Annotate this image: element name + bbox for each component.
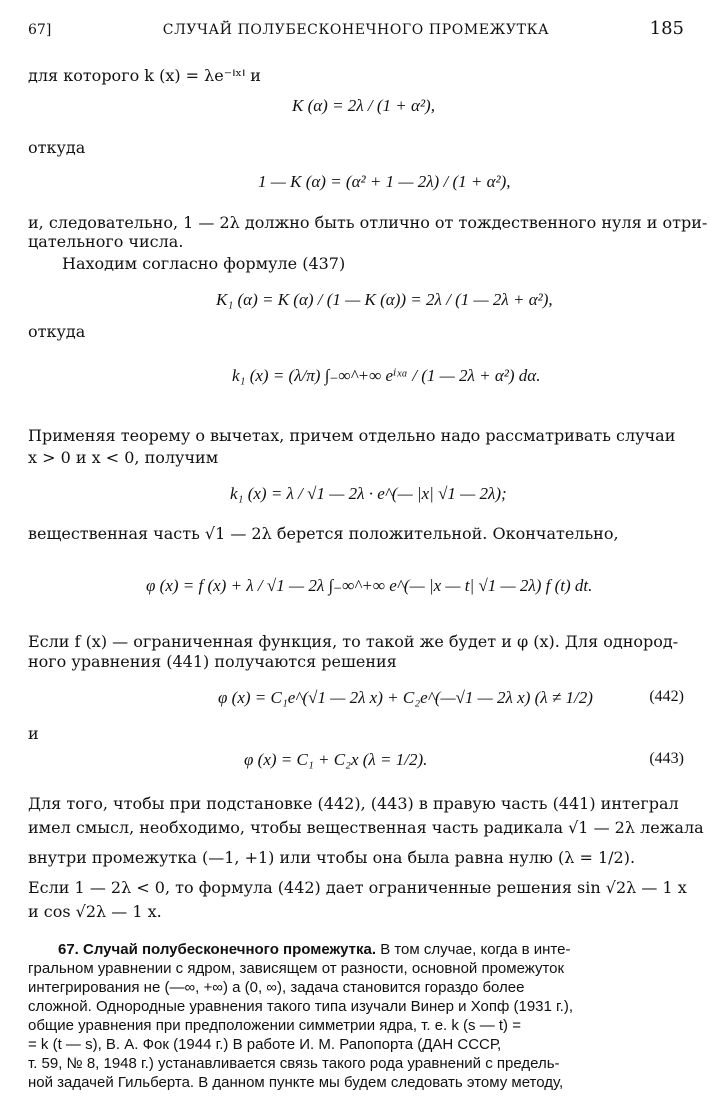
running-title: СЛУЧАЙ ПОЛУБЕСКОНЕЧНОГО ПРОМЕЖУТКА: [162, 22, 550, 38]
page-number: 185: [649, 18, 684, 39]
text-line: Находим согласно формуле (437): [62, 254, 346, 273]
text-line: Если 1 — 2λ < 0, то формула (442) дает ограниченные решения sin √2λ — 1 x: [28, 878, 687, 897]
text-line: Для того, чтобы при подстановке (442), (443) в правую часть (441) интеграл: [28, 794, 679, 813]
formula-k1-result: k₁ (x) = λ / √1 — 2λ · e^(— |x| √1 — 2λ);: [230, 484, 507, 503]
section-heading: 67. Случай полубесконечного промежутка.: [58, 941, 377, 958]
text-line: для которого k (x) = λe⁻ᑊˣᑊ и: [28, 66, 261, 85]
formula-442: φ (x) = C₁e^(√1 — 2λ x) + C₂e^(—√1 — 2λ x) (λ ≠ 1/2): [218, 688, 593, 707]
formula-1-minus-K: 1 — K (α) = (α² + 1 — 2λ) / (1 + α²),: [258, 172, 511, 191]
text-line: и cos √2λ — 1 x.: [28, 902, 162, 921]
section-number: 67]: [28, 22, 52, 38]
text-line: x > 0 и x < 0, получим: [28, 448, 219, 467]
section-67-line: интегрирования не (—∞, +∞) а (0, ∞), задача становится гораздо более: [28, 979, 525, 996]
text-line: ного уравнения (441) получаются решения: [28, 652, 397, 671]
section-67-line: гральном уравнении с ядром, зависящем от разности, основной промежуток: [28, 960, 565, 977]
equation-number-443: (443): [649, 750, 684, 767]
text-line: вещественная часть √1 — 2λ берется положительной. Окончательно,: [28, 524, 619, 543]
text-line: и: [28, 724, 39, 743]
text-line: Если f (x) — ограниченная функция, то такой же будет и φ (x). Для однород-: [28, 632, 679, 651]
section-first-line-text: В том случае, когда в инте-: [380, 941, 571, 958]
formula-443: φ (x) = C₁ + C₂x (λ = 1/2).: [244, 750, 428, 769]
text-line: и, следовательно, 1 — 2λ должно быть отлично от тождественного нуля и отри-: [28, 213, 708, 232]
section-67-line: общие уравнения при предположении симметрии ядра, т. е. k (s — t) =: [28, 1017, 521, 1034]
text-line: внутри промежутка (—1, +1) или чтобы она была равна нулю (λ = 1/2).: [28, 848, 636, 867]
formula-phi-integral: φ (x) = f (x) + λ / √1 — 2λ ∫₋∞^+∞ e^(— |x — t| √1 — 2λ) f (t) dt.: [146, 576, 593, 595]
text-line: цательного числа.: [28, 232, 184, 251]
formula-K1: K₁ (α) = K (α) / (1 — K (α)) = 2λ / (1 — 2λ + α²),: [216, 290, 553, 309]
text-line: откуда: [28, 322, 86, 341]
text-line: Применяя теорему о вычетах, причем отдельно надо рассматривать случаи: [28, 426, 676, 445]
page-header: [28, 20, 684, 44]
formula-K: K (α) = 2λ / (1 + α²),: [292, 96, 435, 115]
section-67-line: т. 59, № 8, 1948 г.) устанавливается связь такого рода уравнений с предель-: [28, 1055, 560, 1072]
section-67-line: сложной. Однородные уравнения такого типа изучали Винер и Хопф (1931 г.),: [28, 998, 574, 1015]
section-67-first-line: [28, 940, 684, 959]
text-line: имел смысл, необходимо, чтобы вещественная часть радикала √1 — 2λ лежала: [28, 818, 704, 837]
equation-number-442: (442): [649, 688, 684, 705]
text-line: откуда: [28, 138, 86, 157]
section-67-line: = k (t — s), В. А. Фок (1944 г.) В работе И. М. Рапопорта (ДАН СССР,: [28, 1036, 502, 1053]
formula-k1-integral: k₁ (x) = (λ/π) ∫₋∞^+∞ eⁱˣᵅ / (1 — 2λ + α²) dα.: [232, 366, 541, 385]
section-67-line: ной задачей Гильберта. В данном пункте мы будем следовать этому методу,: [28, 1074, 564, 1091]
